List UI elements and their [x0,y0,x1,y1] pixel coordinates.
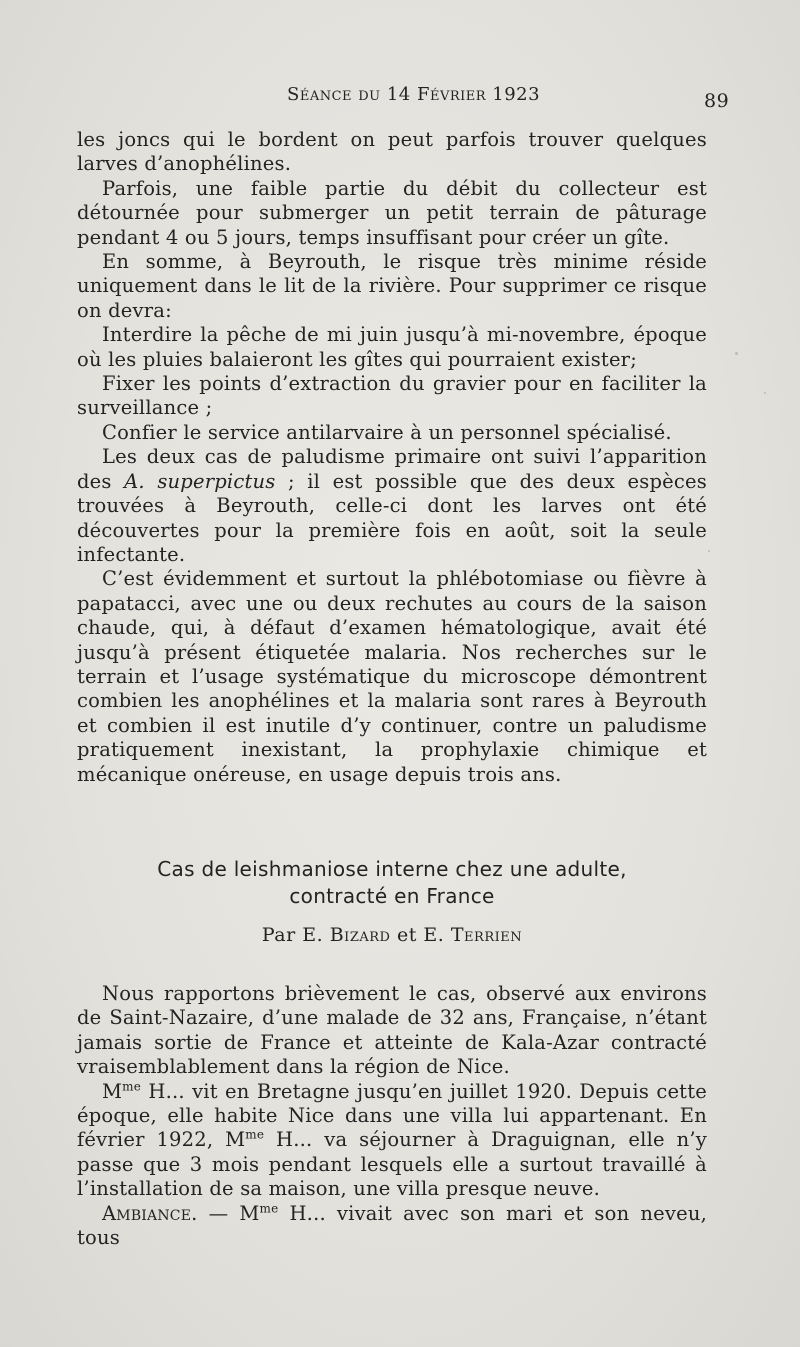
paragraph-text: H... vit en Bretagne jusqu’en juillet 1920. Depuis cette époque, elle habite Nice dans une villa lui appartenant. En février 1922, M [77,1079,707,1152]
article-title [77,856,707,910]
paragraph: Parfois, une faible partie du débit du collecteur est détournée pour submerger un petit terrain de pâturage pendant 4 ou 5 jours, temps insuffisant pour créer un gîte. [77,176,707,249]
byline-prefix: Par E. [261,924,324,946]
paragraph-text: — M [197,1201,260,1225]
superscript: me [122,1079,142,1094]
paper-speck [708,550,710,552]
species-name: A. superpictus [124,469,276,493]
paragraph-text: H... vivait avec son mari et son neveu, tous [77,1201,707,1250]
running-title: Séance du 14 Février 1923 [287,84,541,105]
section-label: Ambiance. [102,1201,198,1225]
paragraph [77,1080,707,1202]
paragraph-text: ; il est possible que des deux espèces trouvées à Beyrouth, celle-ci dont les larves ont été découvertes pour la première fois en août, soit la seule infectante. [77,469,707,566]
article-authors [77,924,707,946]
paragraph: les joncs qui le bordent on peut parfois trouver quelques larves d’anophélines. [77,128,707,176]
paper-speck [735,352,738,355]
paragraph-text: Les deux cas de paludisme primaire ont suivi l’apparition des [77,445,707,493]
paragraph [77,1202,707,1251]
page-number: 89 [704,90,730,112]
paragraph: Confier le service antilarvaire à un personnel spécialisé. [102,420,672,444]
paragraph: En somme, à Beyrouth, le risque très minime réside uniquement dans le lit de la rivière. Pour supprimer ce risque on devra: [77,250,707,322]
superscript: me [245,1127,265,1142]
paper-speck [764,392,766,394]
paragraph: Interdire la pêche de mi juin jusqu’à mi-novembre, époque où les pluies balaieront les gîtes qui pourraient exister; [77,323,707,371]
superscript: me [259,1201,279,1216]
article-heading [77,856,707,946]
author-name: Terrien [450,924,523,946]
article-title-line: Cas de leishmaniose interne chez une adulte, [157,857,627,881]
paragraph: Nous rapportons brièvement le cas, observé aux environs de Saint-Nazaire, d’une malade de 32 ans, Française, n’étant jamais sortie de France et atteinte de Kala-Azar contracté vraisemblablement dans la région de Nice. [77,982,707,1079]
article-title-line: contracté en France [289,884,495,908]
article-body [77,982,707,1250]
paragraph: Fixer les points d’extraction du gravier pour en faciliter la surveillance ; [77,372,707,420]
paragraph [77,445,707,567]
paragraph: C’est évidemment et surtout la phlébotomiase ou fièvre à papatacci, avec une ou deux rechutes au cours de la saison chaude, qui, à défaut d’examen hématologique, avait été jusqu’à présent étiquetée malaria. Nos recherches sur le terrain et l’usage systématique du microscope démontrent combien les anophélines et la malaria sont rares à Beyrouth et combien il est inutile d’y continuer, contre un paludisme pratiquement inexistant, la prophylaxie chimique et mécanique onéreuse, en usage depuis trois ans. [77,567,707,786]
byline-conjunction: et E. [397,924,445,946]
paragraph-text: H... va séjourner à Draguignan, elle n’y passe que 3 mois pendant lesquels elle a surtout travaillé à l’installation de sa maison, une villa presque neuve. [77,1128,707,1201]
body-text [77,128,707,787]
paragraph-text: M [102,1079,123,1103]
author-name: Bizard [329,924,391,946]
